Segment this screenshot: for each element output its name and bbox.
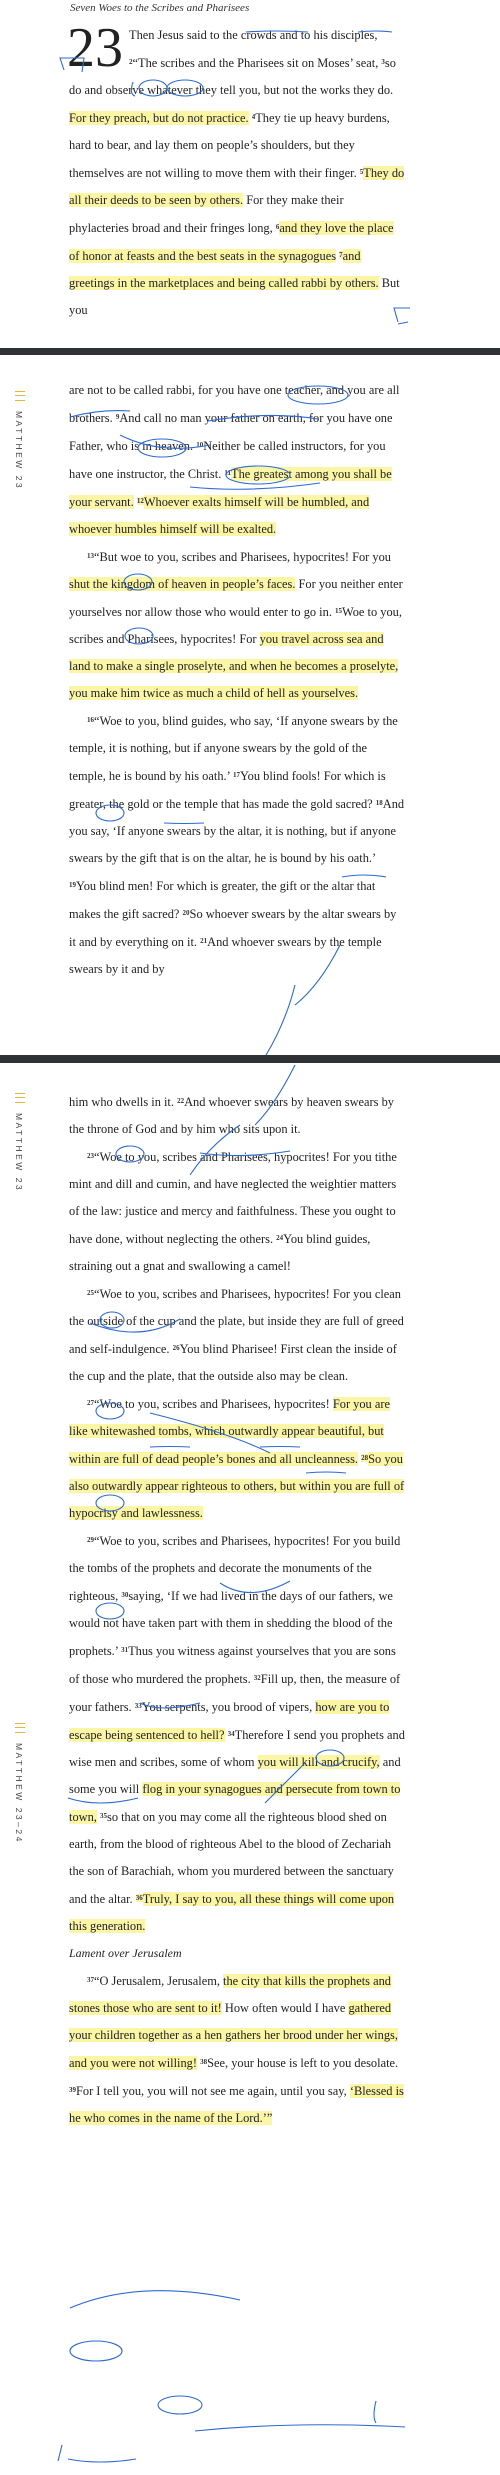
verse-number: 3 bbox=[381, 58, 385, 66]
verse-9: And call no man your father on earth, for you have one Father, who is in heaven. bbox=[69, 411, 393, 453]
verse-number: 24 bbox=[276, 1234, 284, 1242]
verse-21: And whoever swears by the temple swears by it and by bbox=[69, 935, 382, 976]
verse-number: 12 bbox=[136, 497, 144, 505]
verse-number: 5 bbox=[359, 168, 364, 176]
highlight: you travel across sea and land to make a single proselyte, and when he becomes a proselyte, you make him twice as much a child of hell as yourselves. bbox=[69, 632, 399, 700]
verse-32: Fill up, then, the measure of your fathers. bbox=[69, 1672, 401, 1714]
verse-10: Neither be called instructors, for you have one instructor, the Christ. bbox=[69, 439, 386, 481]
highlight: For they preach, but do not practice. bbox=[69, 111, 249, 125]
highlight: and greetings in the marketplaces and being called rabbi by others. bbox=[69, 249, 379, 290]
verse-number: 36 bbox=[135, 1894, 143, 1902]
verse-number: 37 bbox=[87, 1976, 94, 1984]
verse-19: You blind men! For which is greater, the gift or the altar that makes the gift sacred? bbox=[69, 879, 376, 921]
verse-13-cont: For you neither enter yourselves nor allow those who would enter to go in. bbox=[69, 577, 403, 619]
verse-number: 21 bbox=[200, 937, 208, 945]
verse-number: 33 bbox=[134, 1702, 142, 1710]
sidebar-label: MATTHEW 23–24 bbox=[14, 1743, 24, 1844]
highlight: you will kill and crucify, bbox=[257, 1755, 380, 1769]
verse-number: 25 bbox=[87, 1289, 94, 1297]
verse-number: 15 bbox=[335, 607, 343, 615]
verse-27: “Woe to you, scribes and Pharisees, hypocrites! bbox=[94, 1397, 330, 1411]
verse-number: 27 bbox=[87, 1399, 94, 1407]
verse-25: “Woe to you, scribes and Pharisees, hypocrites! For you clean the outside of the cup and the plate, but inside they are full of greed and self-indulgence. bbox=[69, 1287, 404, 1356]
verse-22: And whoever swears by heaven swears by the throne of God and by him who sits upon it. bbox=[69, 1095, 394, 1136]
verse-number: 11 bbox=[224, 469, 232, 477]
verse-number: 31 bbox=[121, 1646, 129, 1654]
verse-number: 17 bbox=[232, 771, 240, 779]
menu-lines-icon bbox=[15, 1723, 25, 1733]
highlight: gathered your children together as a hen gathers her brood under her wings, and you were not willing! bbox=[69, 2001, 398, 2070]
highlight: shut the kingdom of heaven in people’s faces. bbox=[69, 577, 296, 591]
page-3 bbox=[0, 1063, 500, 2475]
verse-4: They tie up heavy burdens, hard to bear, and lay them on people’s shoulders, but they themselves are not willing to move them with their finger. bbox=[69, 111, 390, 180]
verse-5: For they make their phylacteries broad and their fringes long, bbox=[69, 193, 344, 235]
highlight: The greatest among you shall be your servant. bbox=[69, 467, 392, 509]
sidebar-label: MATTHEW 23 bbox=[14, 411, 24, 491]
verse-number: 18 bbox=[375, 799, 383, 807]
menu-lines-icon bbox=[15, 1093, 25, 1103]
page-1 bbox=[0, 0, 500, 350]
verse-15: Woe to you, scribes and Pharisees, hypocrites! For bbox=[69, 605, 402, 646]
highlight: So you also outwardly appear righteous to others, but within you are full of hypocrisy and lawlessness. bbox=[69, 1452, 405, 1520]
verse-18: And you say, ‘If anyone swears by the altar, it is nothing, but if anyone swears by the gift that is on the altar, he is bound by his oath.’ bbox=[69, 797, 405, 865]
highlight: They do all their deeds to be seen by others. bbox=[69, 166, 405, 207]
page-1-text bbox=[67, 17, 405, 324]
verse-24: You blind guides, straining out a gnat and swallowing a camel! bbox=[69, 1232, 371, 1273]
verse-13: “But woe to you, scribes and Pharisees, hypocrites! For you bbox=[94, 550, 391, 564]
highlight: Whoever exalts himself will be humbled, and whoever humbles himself will be exalted. bbox=[69, 495, 370, 536]
verse-number: 10 bbox=[196, 441, 204, 449]
verse-2: “The scribes and the Pharisees sit on Moses’ seat, bbox=[132, 56, 379, 70]
verse-number: 35 bbox=[100, 1812, 107, 1820]
verse-number: 19 bbox=[69, 881, 76, 889]
verse-34-cont: and some you will bbox=[69, 1755, 401, 1796]
verse-17: You blind fools! For which is greater, the gold or the temple that has made the gold sacred? bbox=[69, 769, 386, 811]
verse-number: 2 bbox=[129, 58, 133, 66]
section-heading: Lament over Jerusalem bbox=[69, 1946, 182, 1960]
running-head: Seven Woes to the Scribes and Pharisees bbox=[70, 2, 250, 14]
sidebar-label: MATTHEW 23 bbox=[14, 1113, 24, 1193]
page-3-text bbox=[69, 1088, 405, 2132]
highlight: flog in your synagogues and persecute from town to town, bbox=[69, 1782, 401, 1824]
verse-number: 16 bbox=[87, 716, 94, 724]
verse-1: Then Jesus said to the crowds and to his disciples, bbox=[129, 28, 378, 42]
verse-26: You blind Pharisee! First clean the inside of the cup and the plate, that the outside also may be clean. bbox=[69, 1342, 397, 1383]
page-separator bbox=[0, 1055, 500, 1063]
verse-30: saying, ‘If we had lived in the days of our fathers, we would not have taken part with them in shedding the blood of the prophets.’ bbox=[69, 1589, 393, 1658]
verse-number: 38 bbox=[200, 2058, 208, 2066]
verse-number: 20 bbox=[182, 909, 190, 917]
page-2 bbox=[0, 355, 500, 1055]
verse-number: 26 bbox=[172, 1344, 180, 1352]
verse-8-start: But you bbox=[69, 276, 400, 317]
verse-number: 6 bbox=[275, 223, 280, 231]
verse-number: 4 bbox=[251, 113, 256, 121]
verse-31: Thus you witness against yourselves that you are sons of those who murdered the prophets. bbox=[69, 1644, 396, 1686]
page-2-text bbox=[69, 377, 405, 983]
highlight: how are you to escape being sentenced to hell? bbox=[69, 1700, 390, 1742]
highlight: For you are like whitewashed tombs, which outwardly appear beautiful, but within are full of dead people’s bones and all uncleanness. bbox=[69, 1397, 390, 1466]
verse-29: “Woe to you, scribes and Pharisees, hypocrites! For you build the tombs of the prophets and decorate the monuments of the righteous, bbox=[69, 1534, 401, 1603]
verse-16: “Woe to you, blind guides, who say, ‘If anyone swears by the temple, it is nothing, but if anyone swears by the gold of the temple, he is bound by his oath.’ bbox=[69, 714, 398, 783]
highlight: and they love the place of honor at feasts and the best seats in the synagogues bbox=[69, 221, 394, 263]
highlight: the city that kills the prophets and stones those who are sent to it! bbox=[69, 1974, 391, 2015]
verse-number: 22 bbox=[177, 1097, 185, 1105]
sidebar bbox=[8, 1093, 32, 1192]
verse-3: so do and observe whatever they tell you, but not the works they do. bbox=[69, 56, 396, 97]
verse-number: 39 bbox=[69, 2086, 76, 2094]
verse-number: 28 bbox=[361, 1454, 369, 1462]
verse-number: 9 bbox=[115, 413, 120, 421]
verse-21-end: him who dwells in it. bbox=[69, 1095, 174, 1109]
verse-number: 29 bbox=[87, 1536, 94, 1544]
sidebar bbox=[8, 1723, 32, 1844]
verse-37: “O Jerusalem, Jerusalem, bbox=[94, 1974, 220, 1988]
verse-number: 13 bbox=[87, 552, 94, 560]
verse-23: “Woe to you, scribes and Pharisees, hypocrites! For you tithe mint and dill and cumin, and have neglected the weightier matters of the law: justice and mercy and faithfulness. These you ought to have done, without neglecting the others. bbox=[69, 1150, 397, 1246]
highlight: ‘Blessed is he who comes in the name of the Lord.’” bbox=[69, 2084, 404, 2125]
verse-8: are not to be called rabbi, for you have one teacher, and you are all brothers. bbox=[69, 383, 400, 425]
verse-number: 30 bbox=[121, 1591, 129, 1599]
verse-35: so that on you may come all the righteous blood shed on earth, from the blood of righteous Abel to the blood of Zechariah the son of Barachiah, whom you murdered between the sanctuary and the altar. bbox=[69, 1810, 394, 1906]
menu-lines-icon bbox=[15, 391, 25, 401]
verse-34: Therefore I send you prophets and wise men and scribes, some of whom bbox=[69, 1728, 405, 1769]
verse-37-cont: How often would I have bbox=[224, 2001, 346, 2015]
verse-38: See, your house is left to you desolate. bbox=[207, 2056, 399, 2070]
verse-number: 32 bbox=[253, 1674, 261, 1682]
verse-20: So whoever swears by the altar swears by it and by everything on it. bbox=[69, 907, 397, 949]
sidebar bbox=[8, 391, 32, 490]
verse-number: 34 bbox=[227, 1730, 235, 1738]
verse-33: You serpents, you brood of vipers, bbox=[141, 1700, 313, 1714]
chapter-number: 23 bbox=[67, 17, 123, 79]
verse-number: 7 bbox=[339, 251, 343, 259]
highlight: Truly, I say to you, all these things will come upon this generation. bbox=[69, 1892, 395, 1933]
verse-number: 23 bbox=[87, 1152, 94, 1160]
verse-39: For I tell you, you will not see me again, until you say, bbox=[76, 2084, 347, 2098]
